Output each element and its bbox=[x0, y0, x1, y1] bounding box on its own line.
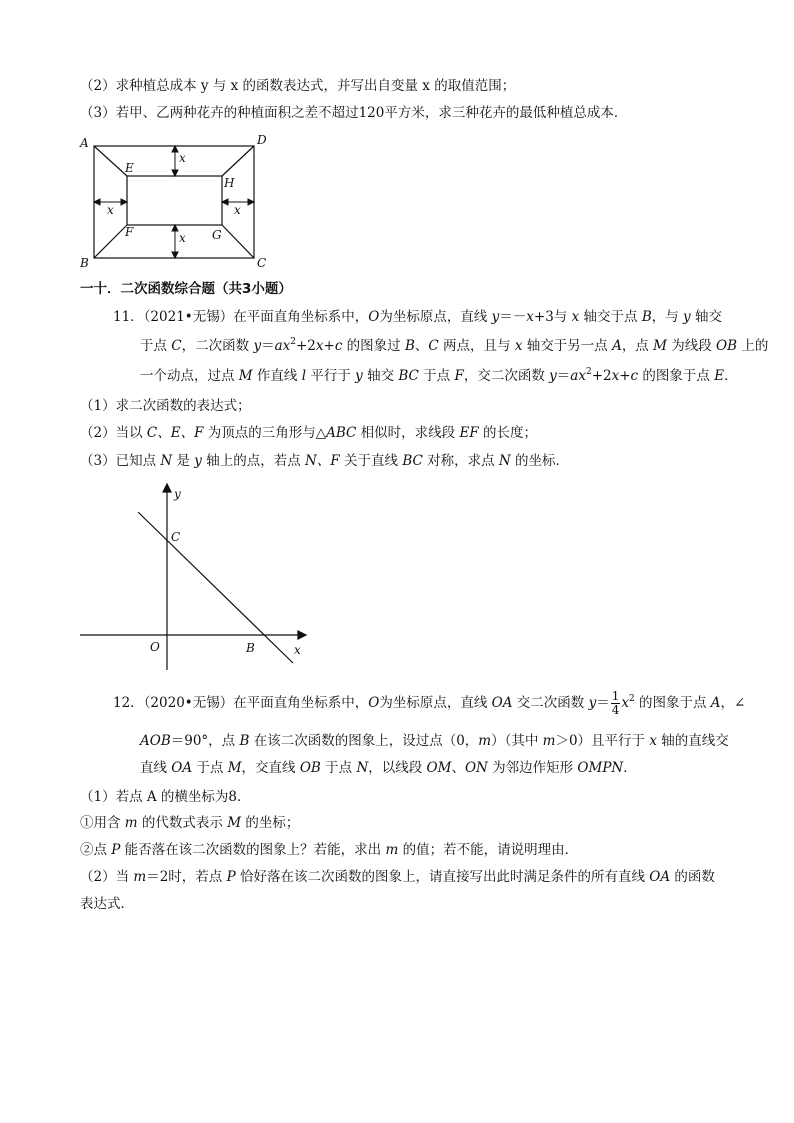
q10-part3: （3）若甲、乙两种花卉的种植面积之差不超过120平方米，求三种花卉的最低种植总成本． bbox=[80, 105, 628, 121]
q12-sub1: ①用含 m 的代数式表示 M 的坐标； bbox=[80, 815, 300, 831]
label-x-bottom: x bbox=[179, 231, 186, 245]
label-B2: B bbox=[246, 641, 255, 655]
label-O: O bbox=[150, 640, 160, 654]
label-C: C bbox=[257, 256, 267, 270]
label-D: D bbox=[257, 133, 267, 147]
q11-part1: （1）求二次函数的表达式； bbox=[80, 398, 251, 414]
label-E: E bbox=[125, 161, 134, 175]
label-F: F bbox=[125, 225, 134, 239]
label-G: G bbox=[212, 228, 222, 242]
q12-part2-cont: 表达式． bbox=[80, 896, 134, 912]
q11-part3: （3）已知点 N 是 y 轴上的点，若点 N、F 关于直线 BC 对称，求点 N 的坐标． bbox=[80, 453, 570, 469]
section-title: 一十．二次函数综合题（共3小题） bbox=[80, 281, 292, 297]
q11-line2: 于点 C，二次函数 $y=ax^2+2x+c$ 的图象过 B、C 两点，且与 x 轴交于另一点 A，点 M 为线段 OB 上的 bbox=[140, 337, 769, 354]
label-x: x bbox=[294, 643, 301, 657]
q11-line3: 一个动点，过点 M 作直线 l 平行于 y 轴交 BC 于点 F，交二次函数 $y=ax^2+2x+c$ 的图象于点 E． bbox=[140, 367, 738, 384]
label-x-right: x bbox=[234, 203, 241, 217]
q12-sub2: ②点 P 能否落在该二次函数的图象上？若能，求出 m 的值；若不能，请说明理由． bbox=[80, 842, 579, 858]
label-H: H bbox=[224, 176, 235, 190]
fraction-one-quarter: $\frac{1}{4}$ bbox=[611, 689, 620, 717]
garden-figure bbox=[74, 132, 274, 272]
q12-part2: （2）当 m＝2时，若点 P 恰好落在该二次函数的图象上，请直接写出此时满足条件的所有直线 OA 的函数 bbox=[80, 869, 715, 885]
label-C2: C bbox=[171, 530, 181, 544]
label-x-left: x bbox=[107, 203, 114, 217]
label-B: B bbox=[80, 256, 89, 270]
label-y: y bbox=[174, 487, 181, 501]
q11-line1: 11．（2021•无锡）在平面直角坐标系中，O为坐标原点，直线 y＝－x+3与 x 轴交于点 B，与 y 轴交 bbox=[113, 309, 722, 325]
line-BC bbox=[138, 512, 293, 663]
label-x-top: x bbox=[179, 151, 186, 165]
inner-rectangle bbox=[127, 176, 222, 225]
q10-part2: （2）求种植总成本 y 与 x 的函数表达式，并写出自变量 x 的取值范围； bbox=[80, 78, 516, 94]
q12-line1: 12．（2020•无锡）在平面直角坐标系中，O为坐标原点，直线 OA 交二次函数 y＝ $\frac{1}{4}$ $x^2$ 的图象于点 A，∠ bbox=[113, 689, 746, 717]
label-A: A bbox=[80, 136, 89, 150]
q12-line3: 直线 OA 于点 M，交直线 OB 于点 N，以线段 OM、ON 为邻边作矩形 OMPN． bbox=[140, 760, 637, 776]
q12-line2: AOB＝90°，点 B 在该二次函数的图象上，设过点（0，m）（其中 m＞0）且平行于 x 轴的直线交 bbox=[140, 733, 729, 749]
q11-part2: （2）当以 C、E、F 为顶点的三角形与△ABC 相似时，求线段 EF 的长度； bbox=[80, 425, 538, 441]
coordinate-figure bbox=[78, 480, 318, 675]
q12-part1: （1）若点 A 的横坐标为8． bbox=[80, 789, 251, 805]
